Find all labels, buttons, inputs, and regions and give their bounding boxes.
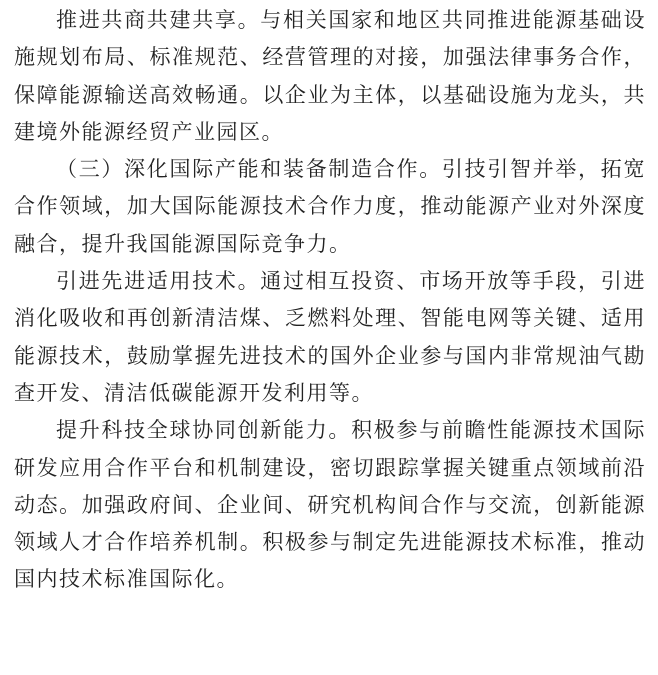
document-page — [14, 2, 646, 599]
paragraph-shared-construction: 推进共商共建共享。与相关国家和地区共同推进能源基础设施规划布局、标准规范、经营管理的对接，加强法律事务合作，保障能源输送高效畅通。以企业为主体，以基础设施为龙头，共建境外能源经贸产业园区。 — [14, 8, 646, 144]
paragraph-introduce-technology: 引进先进适用技术。通过相互投资、市场开放等手段，引进消化吸收和再创新清洁煤、乏燃料处理、智能电网等关键、适用能源技术，鼓励掌握先进技术的国外企业参与国内非常规油气勘查开发、清洁低碳能源开发利用等。 — [14, 269, 646, 405]
paragraph-global-innovation: 提升科技全球协同创新能力。积极参与前瞻性能源技术国际研发应用合作平台和机制建设，密切跟踪掌握关键重点领域前沿动态。加强政府间、企业间、研究机构间合作与交流，创新能源领域人才合作培养机制。积极参与制定先进能源技术标准，推动国内技术标准国际化。 — [14, 418, 646, 592]
paragraph-section-three-heading: （三）深化国际产能和装备制造合作。引技引智并举，拓宽合作领域，加大国际能源技术合作力度，推动能源产业对外深度融合，提升我国能源国际竞争力。 — [14, 157, 646, 256]
